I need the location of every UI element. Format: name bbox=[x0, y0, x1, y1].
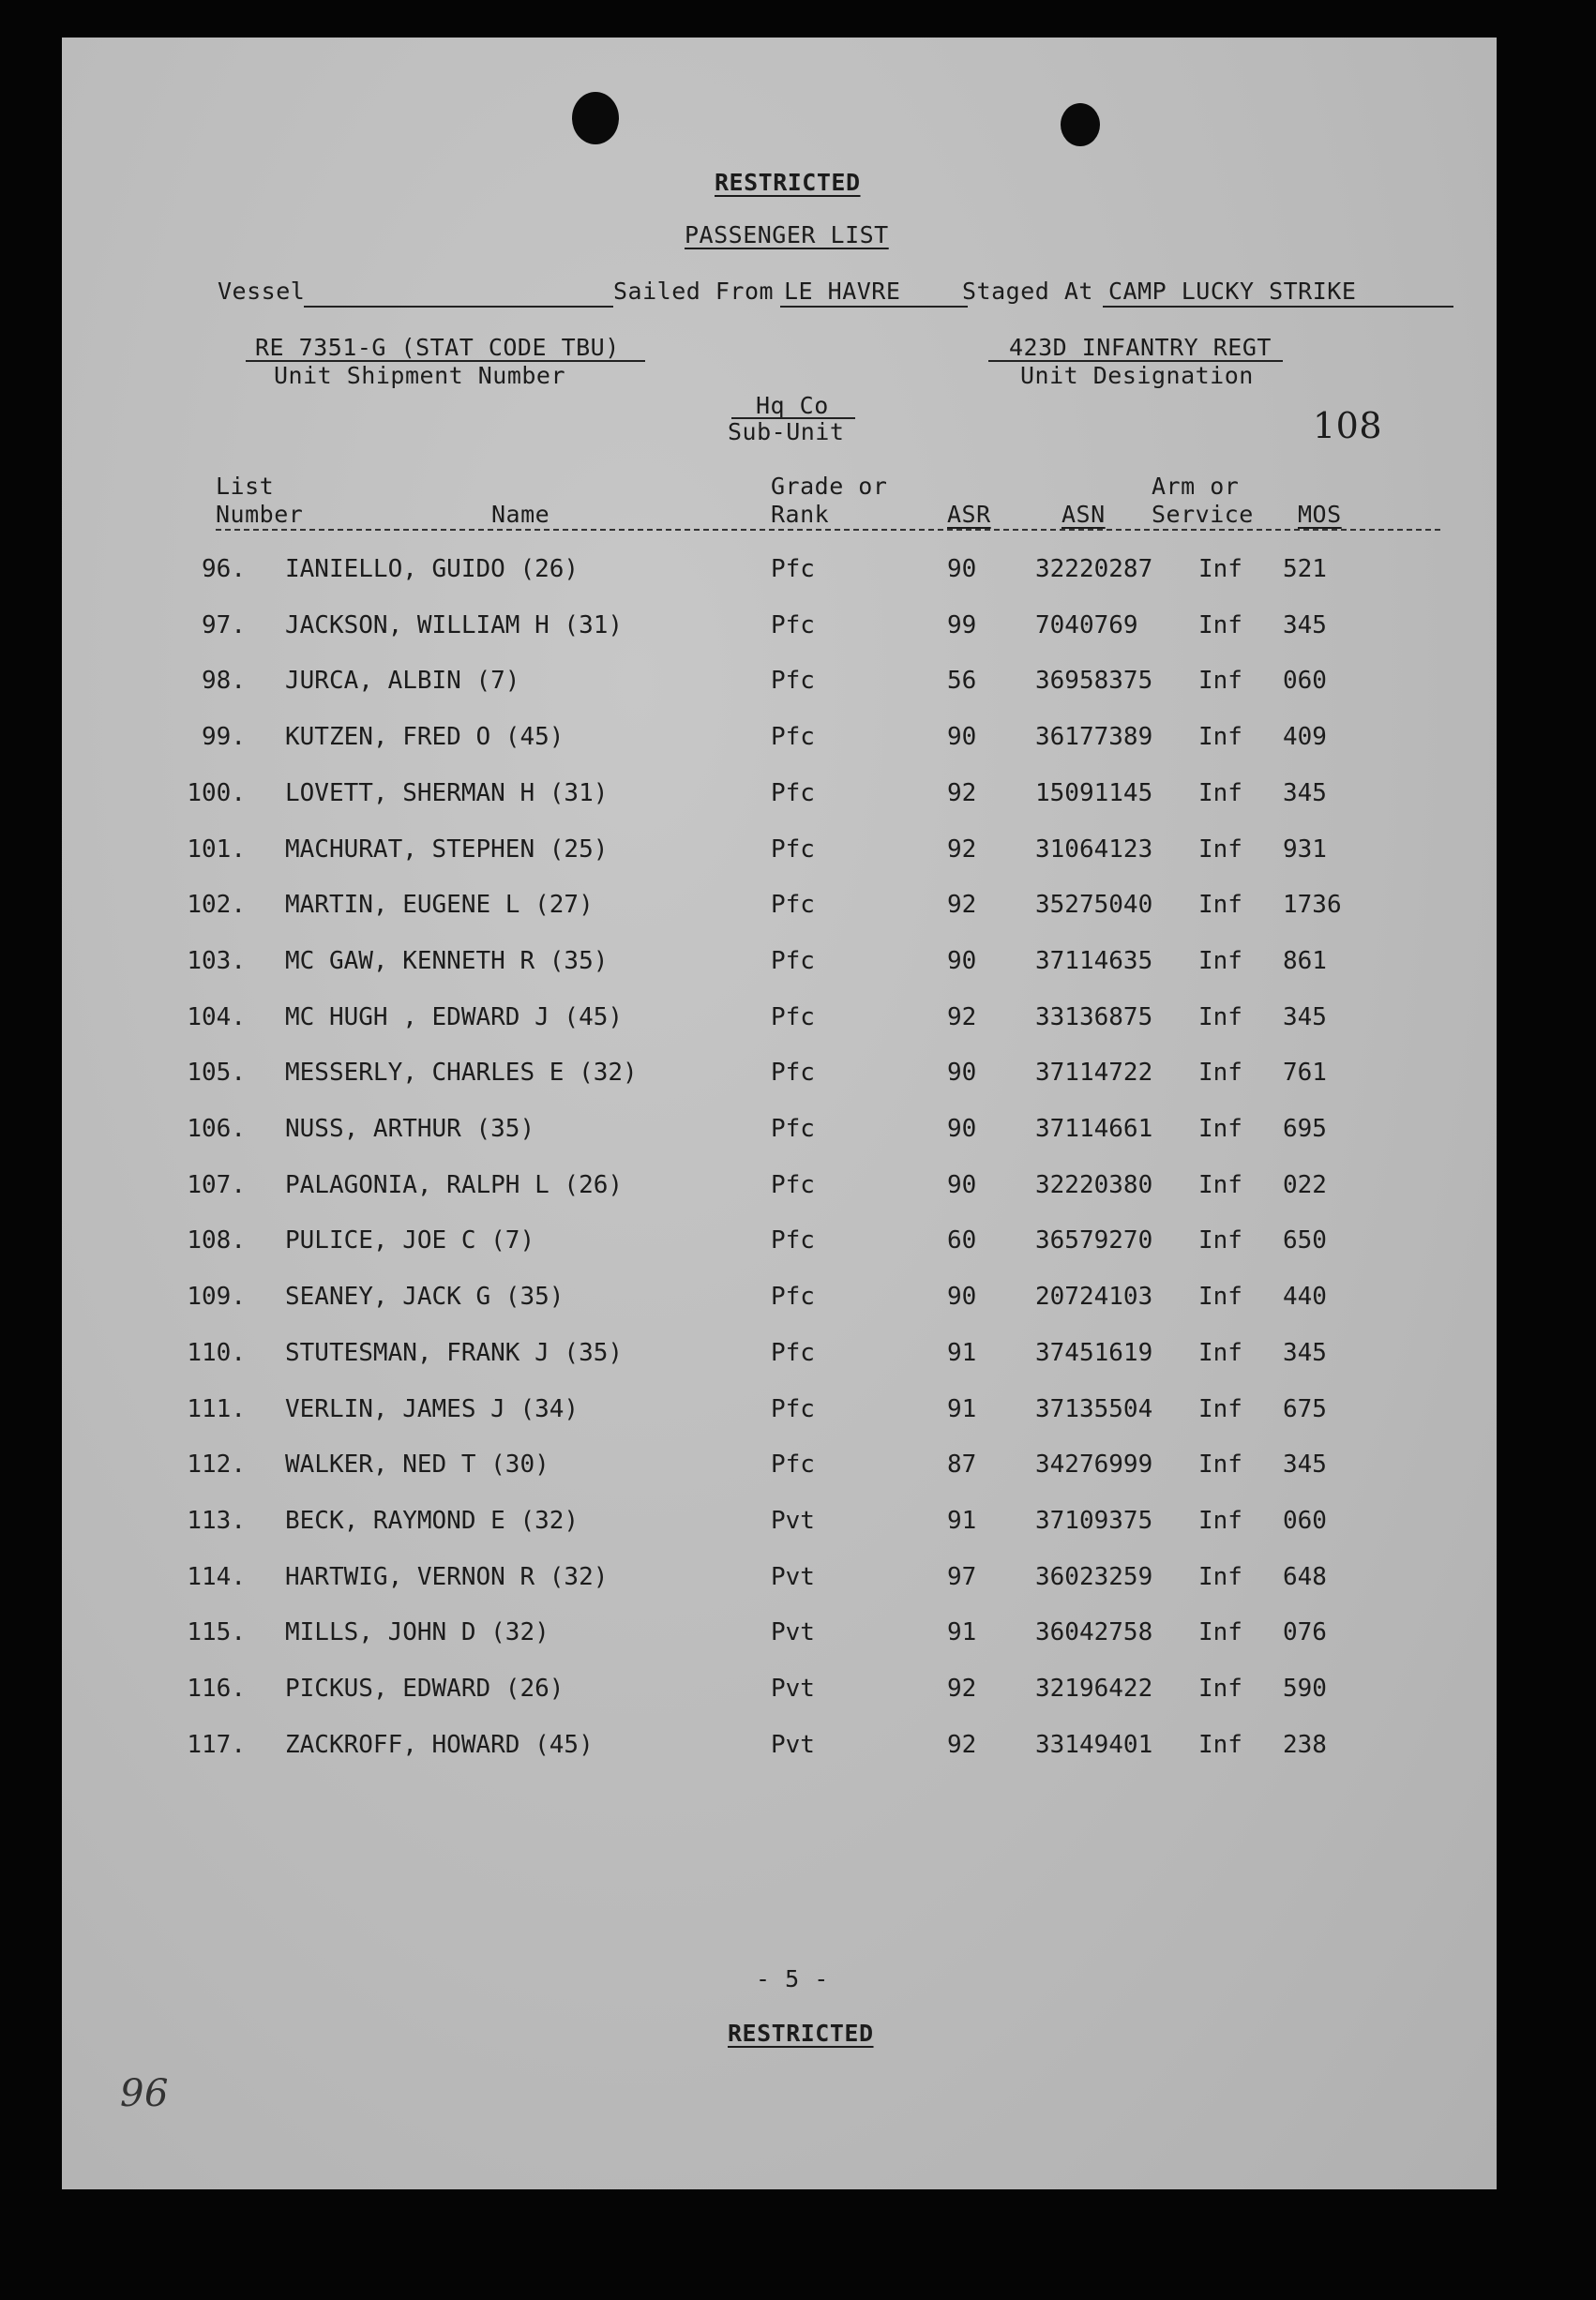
cell-name: MC HUGH , EDWARD J (45) bbox=[285, 1002, 624, 1031]
cell-grade: Pfc bbox=[771, 946, 815, 975]
cell-num: 111. bbox=[187, 1394, 246, 1423]
cell-asr: 90 bbox=[947, 555, 977, 583]
cell-arm: Inf bbox=[1198, 1002, 1242, 1031]
footer-restricted: RESTRICTED bbox=[728, 2020, 874, 2047]
col-arm-line1: Arm or bbox=[1152, 473, 1240, 500]
document-page bbox=[62, 38, 1497, 2189]
cell-num: 105. bbox=[187, 1059, 246, 1088]
cell-mos: 076 bbox=[1283, 1618, 1327, 1647]
cell-asn: 32220287 bbox=[1035, 555, 1153, 583]
cell-num: 101. bbox=[187, 834, 246, 864]
cell-asn: 7040769 bbox=[1035, 610, 1138, 639]
cell-mos: 590 bbox=[1283, 1675, 1327, 1703]
col-arm-line2: Service bbox=[1152, 501, 1254, 528]
table-row bbox=[62, 723, 1497, 760]
cell-grade: Pfc bbox=[771, 1002, 815, 1031]
cell-grade: Pfc bbox=[771, 1451, 815, 1480]
cell-name: MACHURAT, STEPHEN (25) bbox=[285, 834, 609, 864]
cell-asn: 31064123 bbox=[1035, 834, 1153, 864]
cell-asn: 34276999 bbox=[1035, 1451, 1153, 1480]
table-row bbox=[62, 891, 1497, 928]
cell-asr: 90 bbox=[947, 723, 977, 752]
cell-mos: 648 bbox=[1283, 1562, 1327, 1591]
cell-arm: Inf bbox=[1198, 1170, 1242, 1199]
cell-mos: 060 bbox=[1283, 1506, 1327, 1535]
table-row bbox=[62, 1003, 1497, 1041]
cell-grade: Pfc bbox=[771, 891, 815, 920]
cell-asr: 90 bbox=[947, 946, 977, 975]
cell-name: VERLIN, JAMES J (34) bbox=[285, 1394, 580, 1423]
cell-name: MILLS, JOHN D (32) bbox=[285, 1618, 550, 1647]
cell-grade: Pfc bbox=[771, 610, 815, 639]
col-asr: ASR bbox=[947, 501, 991, 528]
cell-num: 110. bbox=[187, 1338, 246, 1367]
cell-asr: 97 bbox=[947, 1562, 977, 1591]
cell-name: BECK, RAYMOND E (32) bbox=[285, 1506, 580, 1535]
cell-name: PICKUS, EDWARD (26) bbox=[285, 1675, 565, 1703]
cell-arm: Inf bbox=[1198, 1283, 1242, 1312]
cell-arm: Inf bbox=[1198, 1059, 1242, 1088]
table-row bbox=[62, 1395, 1497, 1433]
cell-arm: Inf bbox=[1198, 1618, 1242, 1647]
cell-name: JURCA, ALBIN (7) bbox=[285, 667, 520, 696]
cell-arm: Inf bbox=[1198, 834, 1242, 864]
cell-name: LOVETT, SHERMAN H (31) bbox=[285, 778, 609, 807]
table-row bbox=[62, 1563, 1497, 1601]
table-row bbox=[62, 1339, 1497, 1376]
cell-num: 98. bbox=[202, 667, 246, 696]
cell-asn: 15091145 bbox=[1035, 778, 1153, 807]
cell-asn: 32196422 bbox=[1035, 1675, 1153, 1703]
cell-asn: 36023259 bbox=[1035, 1562, 1153, 1591]
col-grade-line2: Rank bbox=[771, 501, 830, 528]
col-name: Name bbox=[491, 501, 550, 528]
cell-asn: 37114722 bbox=[1035, 1059, 1153, 1088]
cell-arm: Inf bbox=[1198, 891, 1242, 920]
sailed-from-line bbox=[780, 306, 968, 308]
table-row bbox=[62, 555, 1497, 593]
cell-grade: Pfc bbox=[771, 667, 815, 696]
cell-arm: Inf bbox=[1198, 667, 1242, 696]
shipment-label: Unit Shipment Number bbox=[274, 362, 566, 389]
shipment-number: RE 7351-G (STAT CODE TBU) bbox=[255, 334, 620, 361]
cell-asr: 56 bbox=[947, 667, 977, 696]
cell-arm: Inf bbox=[1198, 723, 1242, 752]
cell-asr: 92 bbox=[947, 891, 977, 920]
cell-num: 107. bbox=[187, 1170, 246, 1199]
cell-asn: 36958375 bbox=[1035, 667, 1153, 696]
cell-arm: Inf bbox=[1198, 555, 1242, 583]
cell-arm: Inf bbox=[1198, 1506, 1242, 1535]
cell-asn: 37451619 bbox=[1035, 1338, 1153, 1367]
cell-asn: 20724103 bbox=[1035, 1283, 1153, 1312]
cell-mos: 1736 bbox=[1283, 891, 1342, 920]
cell-grade: Pfc bbox=[771, 1059, 815, 1088]
cell-mos: 409 bbox=[1283, 723, 1327, 752]
table-row bbox=[62, 1283, 1497, 1320]
cell-arm: Inf bbox=[1198, 1226, 1242, 1255]
cell-asr: 91 bbox=[947, 1338, 977, 1367]
cell-name: MARTIN, EUGENE L (27) bbox=[285, 891, 594, 920]
cell-asr: 92 bbox=[947, 834, 977, 864]
cell-grade: Pfc bbox=[771, 555, 815, 583]
header-dashed-rule bbox=[216, 529, 1440, 531]
table-row bbox=[62, 1618, 1497, 1656]
cell-mos: 861 bbox=[1283, 946, 1327, 975]
cell-mos: 345 bbox=[1283, 1338, 1327, 1367]
cell-mos: 345 bbox=[1283, 610, 1327, 639]
passenger-list-title: PASSENGER LIST bbox=[685, 221, 889, 248]
cell-asn: 37114661 bbox=[1035, 1115, 1153, 1143]
cell-name: JACKSON, WILLIAM H (31) bbox=[285, 610, 624, 639]
cell-mos: 345 bbox=[1283, 778, 1327, 807]
cell-arm: Inf bbox=[1198, 1338, 1242, 1367]
cell-num: 103. bbox=[187, 946, 246, 975]
cell-asr: 92 bbox=[947, 778, 977, 807]
cell-grade: Pfc bbox=[771, 1226, 815, 1255]
cell-grade: Pvt bbox=[771, 1562, 815, 1591]
table-row bbox=[62, 667, 1497, 704]
cell-num: 108. bbox=[187, 1226, 246, 1255]
cell-num: 102. bbox=[187, 891, 246, 920]
cell-name: IANIELLO, GUIDO (26) bbox=[285, 555, 580, 583]
cell-asr: 92 bbox=[947, 1675, 977, 1703]
table-row bbox=[62, 1451, 1497, 1488]
cell-mos: 238 bbox=[1283, 1730, 1327, 1759]
cell-asn: 37114635 bbox=[1035, 946, 1153, 975]
cell-name: PULICE, JOE C (7) bbox=[285, 1226, 535, 1255]
cell-num: 96. bbox=[202, 555, 246, 583]
staged-at-value: CAMP LUCKY STRIKE bbox=[1108, 278, 1357, 305]
cell-name: ZACKROFF, HOWARD (45) bbox=[285, 1730, 594, 1759]
table-row bbox=[62, 1507, 1497, 1544]
cell-arm: Inf bbox=[1198, 1562, 1242, 1591]
cell-num: 112. bbox=[187, 1451, 246, 1480]
handwritten-margin-note: 96 bbox=[120, 2072, 169, 2115]
cell-name: MC GAW, KENNETH R (35) bbox=[285, 946, 609, 975]
table-row bbox=[62, 1115, 1497, 1152]
cell-grade: Pfc bbox=[771, 1170, 815, 1199]
unit-designation-label: Unit Designation bbox=[1020, 362, 1254, 389]
cell-arm: Inf bbox=[1198, 1394, 1242, 1423]
punch-hole-right bbox=[1061, 103, 1100, 146]
cell-arm: Inf bbox=[1198, 1675, 1242, 1703]
table-row bbox=[62, 1226, 1497, 1264]
cell-num: 97. bbox=[202, 610, 246, 639]
cell-name: NUSS, ARTHUR (35) bbox=[285, 1115, 535, 1143]
staged-at-line bbox=[1103, 306, 1453, 308]
cell-mos: 761 bbox=[1283, 1059, 1327, 1088]
page-number: - 5 - bbox=[756, 1965, 829, 1992]
cell-asr: 87 bbox=[947, 1451, 977, 1480]
cell-asr: 90 bbox=[947, 1059, 977, 1088]
cell-grade: Pvt bbox=[771, 1506, 815, 1535]
table-row bbox=[62, 611, 1497, 649]
cell-asr: 99 bbox=[947, 610, 977, 639]
cell-asn: 36177389 bbox=[1035, 723, 1153, 752]
cell-mos: 022 bbox=[1283, 1170, 1327, 1199]
cell-grade: Pfc bbox=[771, 834, 815, 864]
cell-asr: 90 bbox=[947, 1115, 977, 1143]
cell-asr: 91 bbox=[947, 1618, 977, 1647]
staged-at-label: Staged At bbox=[962, 278, 1093, 305]
unit-designation: 423D INFANTRY REGT bbox=[1009, 334, 1272, 361]
cell-grade: Pvt bbox=[771, 1618, 815, 1647]
cell-num: 99. bbox=[202, 723, 246, 752]
cell-asr: 90 bbox=[947, 1283, 977, 1312]
sailed-from-label: Sailed From bbox=[613, 278, 775, 305]
cell-name: MESSERLY, CHARLES E (32) bbox=[285, 1059, 638, 1088]
header-restricted: RESTRICTED bbox=[715, 169, 861, 196]
cell-num: 115. bbox=[187, 1618, 246, 1647]
cell-asr: 92 bbox=[947, 1002, 977, 1031]
table-row bbox=[62, 1059, 1497, 1096]
table-row bbox=[62, 1731, 1497, 1768]
cell-mos: 345 bbox=[1283, 1451, 1327, 1480]
cell-asn: 36042758 bbox=[1035, 1618, 1153, 1647]
cell-grade: Pfc bbox=[771, 1394, 815, 1423]
cell-asn: 33136875 bbox=[1035, 1002, 1153, 1031]
cell-asn: 32220380 bbox=[1035, 1170, 1153, 1199]
cell-num: 117. bbox=[187, 1730, 246, 1759]
cell-num: 113. bbox=[187, 1506, 246, 1535]
cell-grade: Pvt bbox=[771, 1675, 815, 1703]
punch-hole-left bbox=[572, 92, 619, 144]
cell-grade: Pfc bbox=[771, 723, 815, 752]
sub-unit-label: Sub-Unit bbox=[728, 418, 845, 445]
cell-asn: 35275040 bbox=[1035, 891, 1153, 920]
cell-asn: 33149401 bbox=[1035, 1730, 1153, 1759]
cell-grade: Pvt bbox=[771, 1730, 815, 1759]
cell-asr: 90 bbox=[947, 1170, 977, 1199]
cell-asn: 37109375 bbox=[1035, 1506, 1153, 1535]
col-grade-line1: Grade or bbox=[771, 473, 888, 500]
cell-mos: 521 bbox=[1283, 555, 1327, 583]
cell-name: STUTESMAN, FRANK J (35) bbox=[285, 1338, 624, 1367]
passenger-table bbox=[62, 555, 1497, 1830]
cell-name: SEANEY, JACK G (35) bbox=[285, 1283, 565, 1312]
cell-num: 114. bbox=[187, 1562, 246, 1591]
cell-grade: Pfc bbox=[771, 1115, 815, 1143]
cell-asr: 60 bbox=[947, 1226, 977, 1255]
cell-mos: 345 bbox=[1283, 1002, 1327, 1031]
table-row bbox=[62, 1171, 1497, 1209]
cell-grade: Pfc bbox=[771, 1338, 815, 1367]
cell-grade: Pfc bbox=[771, 1283, 815, 1312]
cell-arm: Inf bbox=[1198, 1451, 1242, 1480]
table-row bbox=[62, 835, 1497, 873]
col-asn: ASN bbox=[1061, 501, 1106, 528]
cell-num: 100. bbox=[187, 778, 246, 807]
cell-num: 104. bbox=[187, 1002, 246, 1031]
cell-mos: 440 bbox=[1283, 1283, 1327, 1312]
cell-arm: Inf bbox=[1198, 778, 1242, 807]
sailed-from-value: LE HAVRE bbox=[784, 278, 901, 305]
cell-asr: 91 bbox=[947, 1394, 977, 1423]
cell-name: HARTWIG, VERNON R (32) bbox=[285, 1562, 609, 1591]
col-list-number-line1: List bbox=[216, 473, 275, 500]
cell-arm: Inf bbox=[1198, 946, 1242, 975]
cell-name: WALKER, NED T (30) bbox=[285, 1451, 550, 1480]
table-row bbox=[62, 779, 1497, 817]
vessel-label: Vessel bbox=[218, 278, 306, 305]
cell-arm: Inf bbox=[1198, 610, 1242, 639]
page-stamp: 108 bbox=[1313, 405, 1383, 446]
cell-asr: 92 bbox=[947, 1730, 977, 1759]
table-row bbox=[62, 947, 1497, 985]
cell-arm: Inf bbox=[1198, 1730, 1242, 1759]
cell-asr: 91 bbox=[947, 1506, 977, 1535]
cell-arm: Inf bbox=[1198, 1115, 1242, 1143]
cell-num: 116. bbox=[187, 1675, 246, 1703]
cell-num: 109. bbox=[187, 1283, 246, 1312]
col-list-number-line2: Number bbox=[216, 501, 304, 528]
cell-asn: 36579270 bbox=[1035, 1226, 1153, 1255]
cell-name: PALAGONIA, RALPH L (26) bbox=[285, 1170, 624, 1199]
cell-num: 106. bbox=[187, 1115, 246, 1143]
vessel-field-line bbox=[304, 306, 613, 308]
cell-mos: 650 bbox=[1283, 1226, 1327, 1255]
cell-name: KUTZEN, FRED O (45) bbox=[285, 723, 565, 752]
cell-asn: 37135504 bbox=[1035, 1394, 1153, 1423]
cell-mos: 060 bbox=[1283, 667, 1327, 696]
cell-mos: 695 bbox=[1283, 1115, 1327, 1143]
cell-mos: 675 bbox=[1283, 1394, 1327, 1423]
cell-mos: 931 bbox=[1283, 834, 1327, 864]
sub-unit: Hq Co bbox=[756, 392, 829, 419]
cell-grade: Pfc bbox=[771, 778, 815, 807]
col-mos: MOS bbox=[1298, 501, 1342, 528]
table-row bbox=[62, 1675, 1497, 1712]
